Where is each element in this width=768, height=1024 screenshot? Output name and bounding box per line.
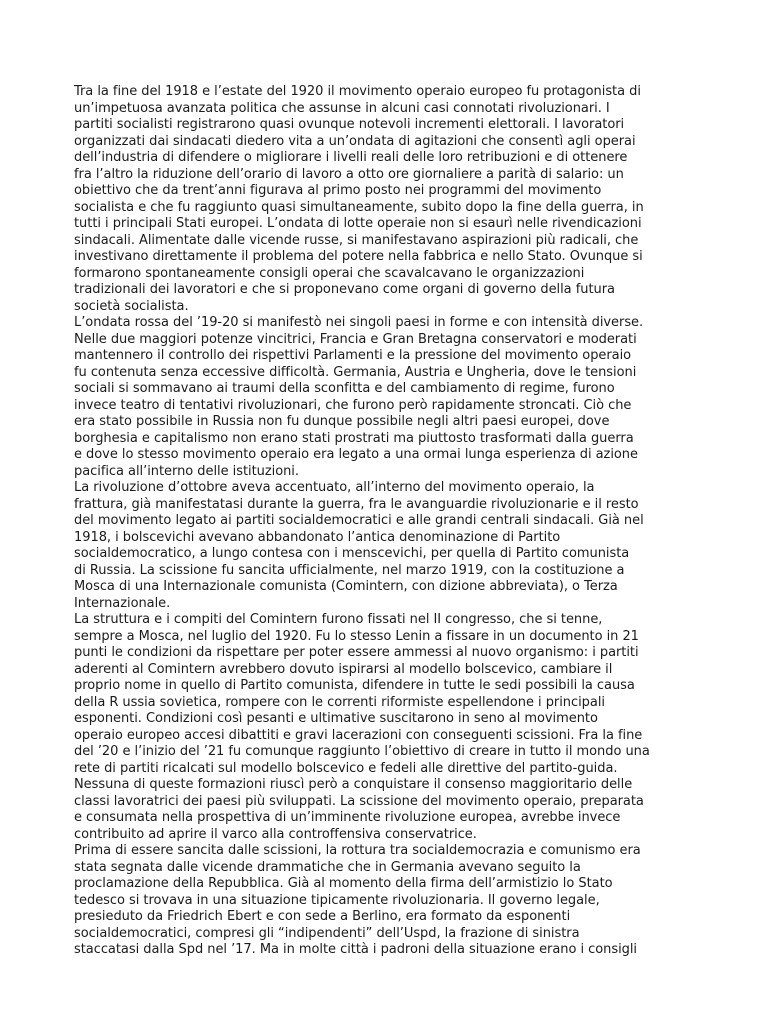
text-line: Tra la fine del 1918 e l’estate del 1920 il movimento operaio europeo fu protagonista di [74,84,641,99]
paragraph [74,315,702,480]
paragraph [74,480,702,612]
text-line: La rivoluzione d’ottobre aveva accentuato, all’interno del movimento operaio, la [74,480,595,495]
text-line: socialdemocratici, compresi gli “indipendenti” dell’Uspd, la frazione di sinistra [74,925,580,941]
text-line: del ’20 e l’inizio del ’21 fu comunque raggiunto l’obiettivo di creare in tutto il mondo una [74,744,650,759]
text-line: aderenti al Comintern avrebbero dovuto ispirarsi al modello bolscevico, cambiare il [74,661,613,677]
text-line: staccatasi dalla Spd nel ’17. Ma in molte città i padroni della situazione erano i consigli [74,942,638,957]
text-line: del movimento legato ai partiti socialdemocratici e alle grandi centrali sindacali. Già nel [74,513,644,528]
text-line: di Russia. La scissione fu sancita ufficialmente, nel marzo 1919, con la costituzione a [74,562,625,578]
text-line: Nelle due maggiori potenze vincitrici, Francia e Gran Bretagna conservatori e moderati [74,331,637,347]
text-line: sociali si sommavano ai traumi della sconfitta e del cambiamento di regime, furono [74,381,615,396]
text-line: contribuito ad aprire il varco alla controffensiva conservatrice. [74,826,477,842]
text-line: Mosca di una Internazionale comunista (Comintern, con dizione abbreviata), o Terza [74,579,618,594]
text-line: L’ondata rossa del ’19-20 si manifestò nei singoli paesi in forme e con intensità diverse. [74,315,644,330]
text-line: dell’industria di difendere o migliorare i livelli reali delle loro retribuzioni e di ottenere [74,150,628,165]
text-line: formarono spontaneamente consigli operai che scavalcavano le organizzazioni [74,265,585,281]
text-line: tutti i principali Stati europei. L’ondata di lotte operaie non si esaurì nelle rivendicazioni [74,216,642,231]
text-line: Prima di essere sancita dalle scissioni, la rottura tra socialdemocrazia e comunismo era [74,843,641,858]
text-line: socialista e che fu raggiunto quasi simultaneamente, subito dopo la fine della guerra, in [74,199,644,215]
text-line: sempre a Mosca, nel luglio del 1920. Fu lo stesso Lenin a fissare in un documento in 21 [74,628,639,644]
text-line: rete di partiti ricalcati sul modello bolscevico e fedeli alle direttive del partito-guida. [74,760,618,776]
text-line: pacifica all’interno delle istituzioni. [74,463,299,479]
text-line: investivano direttamente il problema del potere nella fabbrica e nello Stato. Ovunque si [74,249,643,264]
text-line: fra l’altro la riduzione dell’orario di lavoro a otto ore giornaliere a parità di salario: un [74,166,624,182]
text-line: esponenti. Condizioni così pesanti e ultimative suscitarono in seno al movimento [74,711,598,726]
text-line: operaio europeo accesi dibattiti e gravi lacerazioni con conseguenti scissioni. Fra la fine [74,727,643,743]
paragraph [74,843,702,959]
paragraph [74,612,702,843]
document-page [74,84,702,959]
text-line: obiettivo che da trent’anni figurava al primo posto nei programmi del movimento [74,183,602,198]
text-line: classi lavoratrici dei paesi più sviluppati. La scissione del movimento operaio, preparata [74,793,644,809]
text-line: e dove lo stesso movimento operaio era legato a una ormai lunga esperienza di azione [74,447,638,462]
text-line: presieduto da Friedrich Ebert e con sede a Berlino, era formato da esponenti [74,909,571,924]
text-line: frattura, già manifestatasi durante la guerra, fra le avanguardie rivoluzionarie e il resto [74,496,639,512]
text-line: della R ussia sovietica, rompere con le correnti riformiste espellendone i principali [74,694,605,710]
text-line: punti le condizioni da rispettare per poter essere ammessi al nuovo organismo: i partiti [74,645,639,660]
text-line: tradizionali dei lavoratori e che si proponevano come organi di governo della futura [74,282,615,297]
text-line: invece teatro di tentativi rivoluzionari, che furono però rapidamente stroncati. Ciò che [74,397,632,413]
text-line: tedesco si trovava in una situazione tipicamente rivoluzionaria. Il governo legale, [74,892,600,908]
text-line: proclamazione della Repubblica. Già al momento della firma dell’armistizio lo Stato [74,876,613,891]
text-line: società socialista. [74,298,189,314]
text-line: fu contenuta senza eccessive difficoltà. Germania, Austria e Ungheria, dove le tensioni [74,364,637,380]
text-line: stata segnata dalle vicende drammatiche che in Germania avevano seguito la [74,859,581,875]
text-line: proprio nome in quello di Partito comunista, difendere in tutte le sedi possibili la causa [74,678,635,693]
text-line: borghesia e capitalismo non erano stati prostrati ma piuttosto trasformati dalla guerra [74,430,634,446]
text-line: La struttura e i compiti del Comintern furono fissati nel II congresso, che si tenne, [74,612,603,627]
text-line: socialdemocratico, a lungo contesa con i menscevichi, per quella di Partito comunista [74,546,630,561]
text-line: era stato possibile in Russia non fu dunque possibile negli altri paesi europei, dove [74,414,610,429]
text-line: Internazionale. [74,595,171,611]
text-line: sindacali. Alimentate dalle vicende russe, si manifestavano aspirazioni più radicali, che [74,232,639,248]
paragraph [74,84,702,315]
text-line: un’impetuosa avanzata politica che assunse in alcuni casi connotati rivoluzionari. I [74,100,610,116]
text-line: partiti socialisti registrarono quasi ovunque notevoli incrementi elettorali. I lavoratori [74,117,625,132]
text-line: 1918, i bolscevichi avevano abbandonato l’antica denominazione di Partito [74,529,561,545]
text-line: e consumata nella prospettiva di un’imminente rivoluzione europea, avrebbe invece [74,810,621,825]
text-line: mantennero il controllo dei rispettivi Parlamenti e la pressione del movimento operaio [74,348,632,363]
text-line: Nessuna di queste formazioni riuscì però a conquistare il consenso maggioritario delle [74,777,633,792]
text-line: organizzati dai sindacati diedero vita a un’ondata di agitazioni che consentì agli operai [74,133,636,149]
